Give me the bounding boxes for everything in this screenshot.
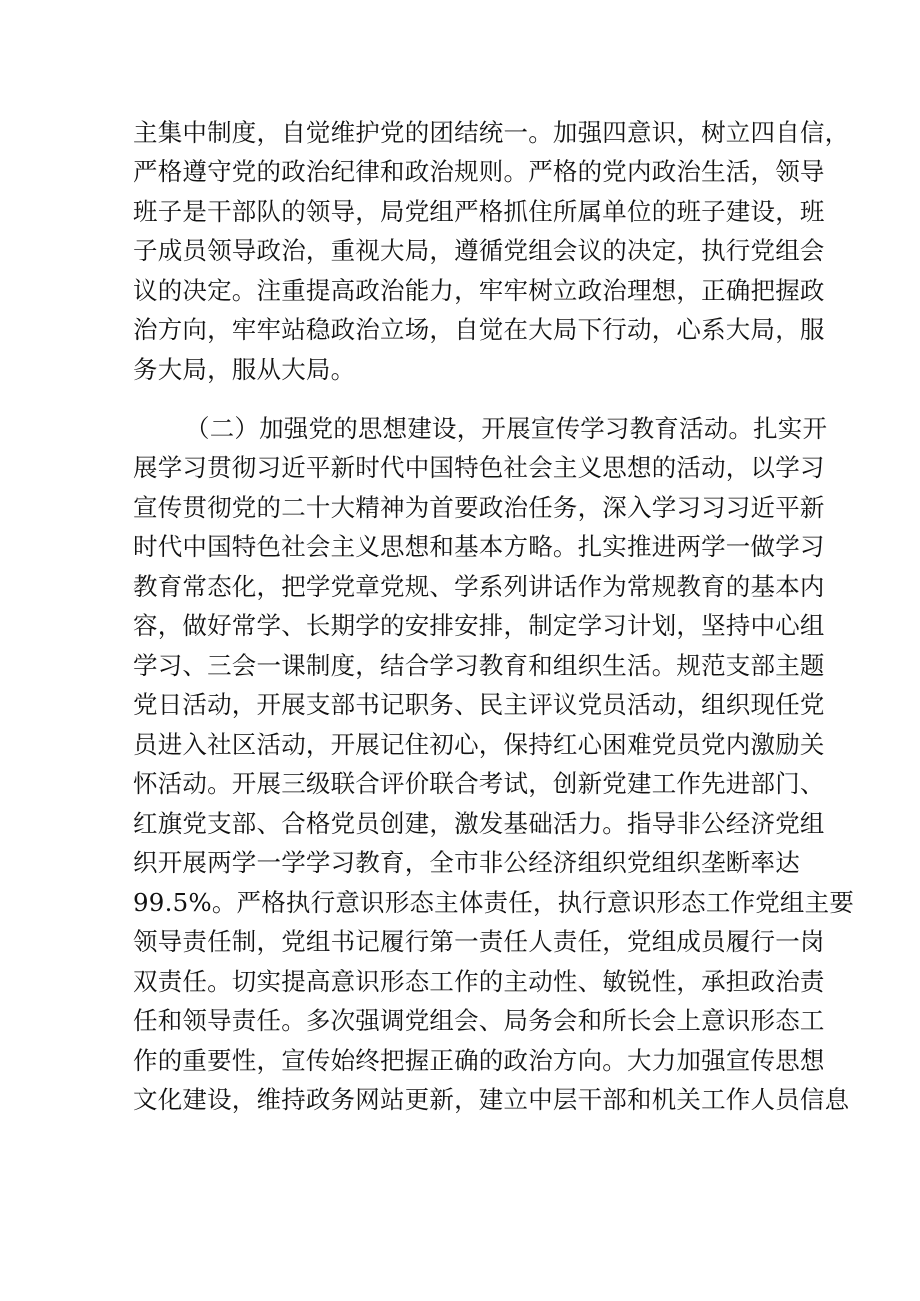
text-line: 严格遵守党的政治纪律和政治规则。严格的党内政治生活，领导 — [133, 157, 825, 186]
text-line: 红旗党支部、合格党员创建，激发基础活力。指导非公经济党组 — [133, 809, 825, 838]
text-line: 教育常态化，把学党章党规、学系列讲话作为常规教育的基本内 — [133, 572, 825, 601]
text-line: 织开展两学一学学习教育，全市非公经济组织党组织垄断率达 — [133, 848, 800, 877]
text-line: 时代中国特色社会主义思想和基本方略。扎实推进两学一做学习 — [133, 532, 825, 561]
text-line: 学习、三会一课制度，结合学习教育和组织生活。规范支部主题 — [133, 651, 825, 680]
section-heading-line: （二）加强党的思想建设，开展宣传学习教育活动。扎实开 — [185, 414, 828, 443]
text-line: 怀活动。开展三级联合评价联合考试，创新党建工作先进部门、 — [133, 769, 825, 798]
text-line: 99.5%。严格执行意识形态主体责任，执行意识形态工作党组主要 — [133, 888, 855, 917]
text-line: 任和领导责任。多次强调党组会、局务会和所长会上意识形态工 — [133, 1006, 825, 1035]
text-line: 双责任。切实提高意识形态工作的主动性、敏锐性，承担政治责 — [133, 967, 825, 996]
text-line: 容，做好常学、长期学的安排安排，制定学习计划，坚持中心组 — [133, 611, 825, 640]
text-line: 主集中制度，自觉维护党的团结统一。加强四意识，树立四自信， — [133, 118, 850, 147]
text-line: 班子是干部队的领导，局党组严格抓住所属单位的班子建设，班 — [133, 197, 825, 226]
text-line: 党日活动，开展支部书记职务、民主评议党员活动，组织现任党 — [133, 690, 825, 719]
text-line: 宣传贯彻党的二十大精神为首要政治任务，深入学习习习近平新 — [133, 493, 825, 522]
text-line: 员进入社区活动，开展记住初心，保持红心困难党员党内激励关 — [133, 730, 825, 759]
text-line: 领导责任制，党组书记履行第一责任人责任，党组成员履行一岗 — [133, 927, 825, 956]
text-line: 作的重要性，宣传始终把握正确的政治方向。大力加强宣传思想 — [133, 1046, 825, 1075]
text-line: 务大局，服从大局。 — [133, 355, 356, 384]
text-line: 子成员领导政治，重视大局，遵循党组会议的决定，执行党组会 — [133, 236, 825, 265]
text-line: 文化建设，维持政务网站更新，建立中层干部和机关工作人员信息 — [133, 1085, 850, 1114]
text-line: 议的决定。注重提高政治能力，牢牢树立政治理想，正确把握政 — [133, 276, 825, 305]
text-line: 治方向，牢牢站稳政治立场，自觉在大局下行动，心系大局，服 — [133, 315, 825, 344]
text-line: 展学习贯彻习近平新时代中国特色社会主义思想的活动，以学习 — [133, 453, 825, 482]
